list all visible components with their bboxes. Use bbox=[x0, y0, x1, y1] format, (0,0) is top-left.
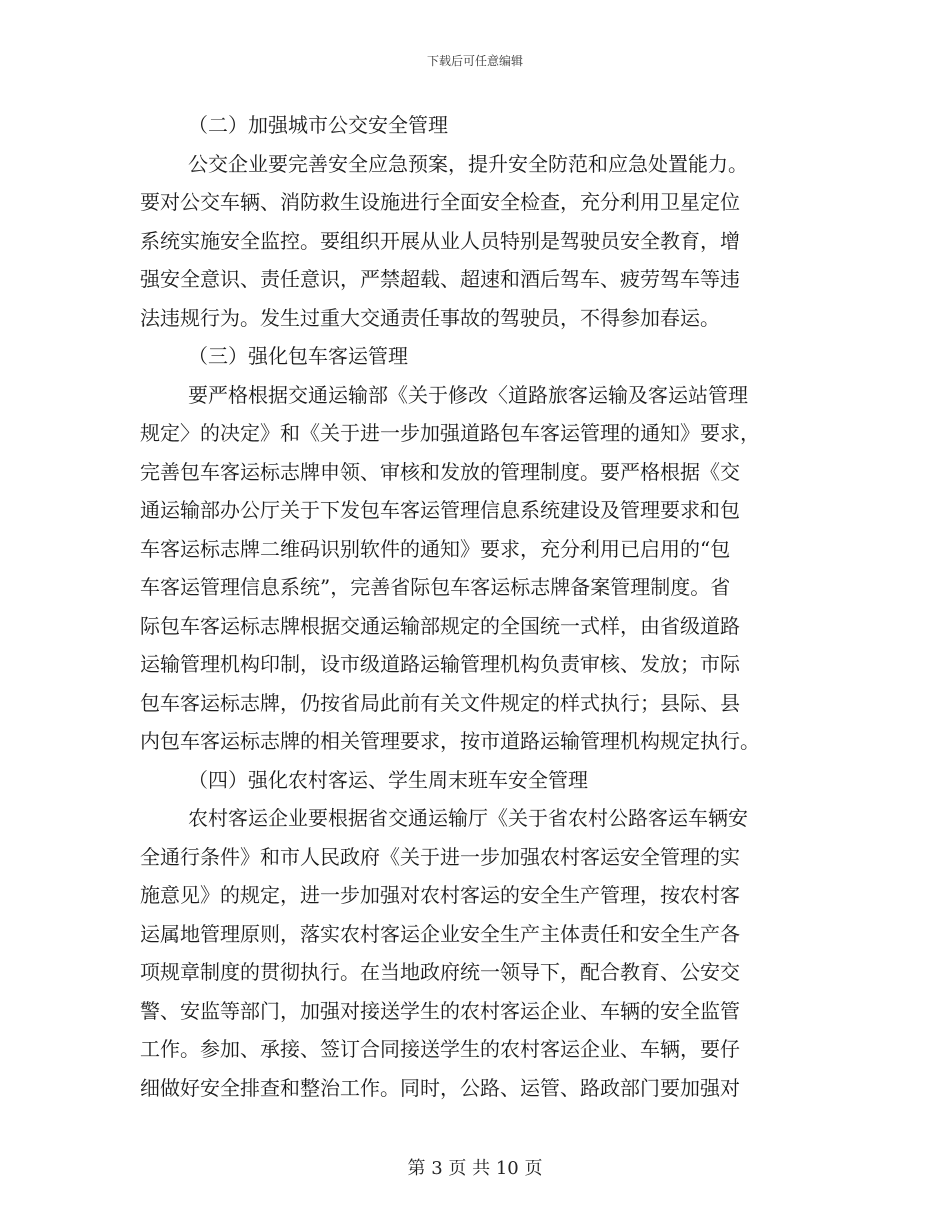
paragraph-line: 要对公交车辆、消防救生设施进行全面安全检查，充分利用卫星定位 bbox=[140, 190, 740, 214]
paragraph-line: 内包车客运标志牌的相关管理要求，按市道路运输管理机构规定执行。 bbox=[140, 729, 760, 753]
paragraph-line: 细做好安全排查和整治工作。同时，公路、运管、路政部门要加强对 bbox=[140, 1075, 740, 1100]
paragraph-line: 通运输部办公厅关于下发包车客运管理信息系统建设及管理要求和包 bbox=[140, 498, 740, 522]
paragraph-line: 施意见》的规定，进一步加强对农村客运的安全生产管理，按农村客 bbox=[140, 883, 740, 907]
paragraph-line: 规定〉的决定》和《关于进一步加强道路包车客运管理的通知》要求， bbox=[140, 421, 760, 445]
paragraph-line: 完善包车客运标志牌申领、审核和发放的管理制度。要严格根据《交 bbox=[140, 459, 740, 484]
paragraph-line: 农村客运企业要根据省交通运输厅《关于省农村公路客运车辆安 bbox=[188, 806, 748, 830]
paragraph-line: 要严格根据交通运输部《关于修改〈道路旅客运输及客运站管理 bbox=[188, 382, 748, 407]
paragraph-line: 法违规行为。发生过重大交通责任事故的驾驶员，不得参加春运。 bbox=[140, 305, 720, 330]
paragraph-line: 运属地管理原则，落实农村客运企业安全生产主体责任和安全生产各 bbox=[140, 921, 740, 946]
paragraph-line: 强安全意识、责任意识，严禁超载、超速和酒后驾车、疲劳驾车等违 bbox=[140, 267, 740, 291]
page-header: 下载后可任意编辑 bbox=[426, 54, 523, 68]
paragraph-line: 全通行条件》和市人民政府《关于进一步加强农村客运安全管理的实 bbox=[140, 844, 740, 869]
paragraph-line: 车客运标志牌二维码识别软件的通知》要求，充分利用已启用的“包 bbox=[140, 536, 731, 561]
section-heading: （二）加强城市公交安全管理 bbox=[188, 113, 448, 137]
document-body bbox=[140, 106, 810, 1107]
paragraph-line: 项规章制度的贯彻执行。在当地政府统一领导下，配合教育、公安交 bbox=[140, 960, 740, 984]
paragraph-line: 公交企业要完善安全应急预案，提升安全防范和应急处置能力。 bbox=[188, 151, 748, 176]
paragraph-line: 运输管理机构印制，设市级道路运输管理机构负责审核、发放；市际 bbox=[140, 652, 740, 676]
section-heading: （四）强化农村客运、学生周末班车安全管理 bbox=[188, 767, 588, 792]
section-heading: （三）强化包车客运管理 bbox=[188, 344, 408, 368]
paragraph-line: 警、安监等部门，加强对接送学生的农村客运企业、车辆的安全监管 bbox=[140, 998, 740, 1023]
paragraph-line: 车客运管理信息系统”，完善省际包车客运标志牌备案管理制度。省 bbox=[140, 575, 731, 599]
page-footer: 第 3 页 共 10 页 bbox=[407, 1158, 543, 1179]
paragraph-line: 系统实施安全监控。要组织开展从业人员特别是驾驶员安全教育，增 bbox=[140, 228, 740, 253]
paragraph-line: 包车客运标志牌，仍按省局此前有关文件规定的样式执行；县际、县 bbox=[140, 690, 740, 715]
paragraph-line: 工作。参加、承接、签订合同接送学生的农村客运企业、车辆，要仔 bbox=[140, 1037, 740, 1061]
paragraph-line: 际包车客运标志牌根据交通运输部规定的全国统一式样，由省级道路 bbox=[140, 613, 740, 638]
